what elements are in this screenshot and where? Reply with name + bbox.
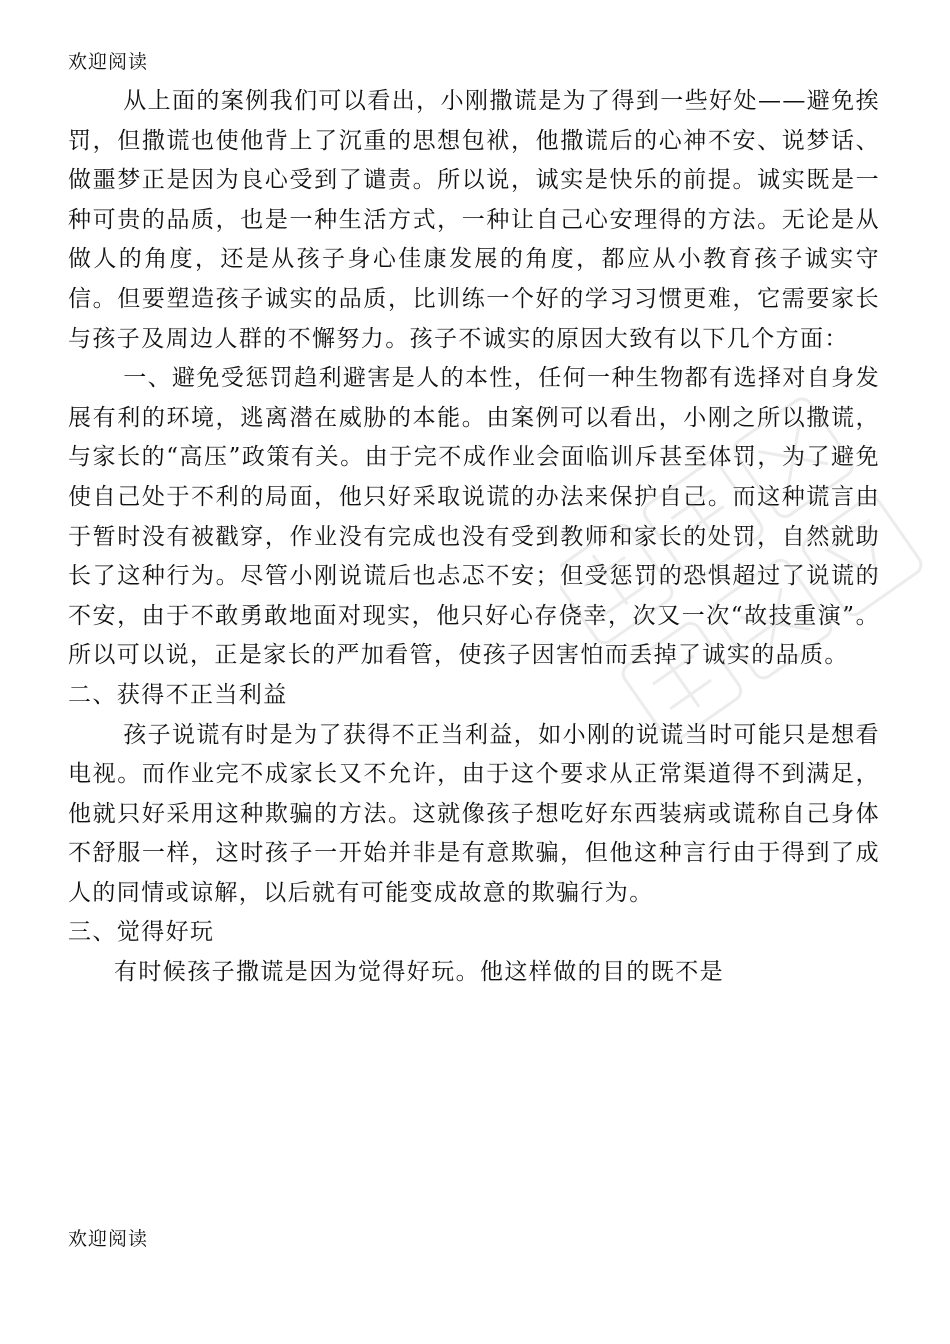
paragraph-1: 从上面的案例我们可以看出，小刚撒谎是为了得到一些好处——避免挨罚，但撒谎也使他背上了沉重的思想包袱，他撒谎后的心神不安、说梦话、做噩梦正是因为良心受到了谴责。所以说，诚实是快乐的前提。诚实既是一种可贵的品质，也是一种生活方式，一种让自己心安理得的方法。无论是从做人的角度，还是从孩子身心佳康发展的角度，都应从小教育孩子诚实守信。但要塑造孩子诚实的品质，比训练一个好的学习习惯更难，它需要家长与孩子及周边人群的不懈努力。孩子不诚实的原因大致有以下几个方面： bbox=[68, 88, 880, 352]
paragraph-2: 一、避免受惩罚趋利避害是人的本性，任何一种生物都有选择对自身发展有利的环境，逃离潜在威胁的本能。由案例可以看出，小刚之所以撒谎，与家长的“高压”政策有关。由于完不成作业会面临训斥甚至体罚，为了避免使自己处于不利的局面，他只好采取说谎的办法来保护自己。而这种谎言由于暂时没有被戳穿，作业没有完成也没有受到教师和家长的处罚，自然就助长了这种行为。尽管小刚说谎后也忐忑不安；但受惩罚的恐惧超过了说谎的不安，由于不敢勇敢地面对现实，他只好心存侥幸，次又一次“故技重演”。所以可以说，正是家长的严加看管，使孩子因害怕而丢掉了诚实的品质。 bbox=[68, 365, 880, 669]
page-footer: 欢迎阅读 bbox=[68, 1228, 149, 1250]
paragraph-4: 有时候孩子撒谎是因为觉得好玩。他这样做的目的既不是 bbox=[114, 959, 724, 986]
section-heading-2: 二、获得不正当利益 bbox=[68, 681, 288, 708]
document-body bbox=[68, 82, 880, 993]
page-header: 欢迎阅读 bbox=[68, 51, 149, 73]
paragraph-3: 孩子说谎有时是为了获得不正当利益，如小刚的说谎当时可能只是想看电视。而作业完不成家长又不允许，由于这个要求从正常渠道得不到满足，他就只好采用这种欺骗的方法。这就像孩子想吃好东西装病或谎称自己身体不舒服一样，这时孩子一开始并非是有意欺骗，但他这种言行由于得到了成人的同情或谅解，以后就有可能变成故意的欺骗行为。 bbox=[68, 721, 880, 906]
section-heading-3: 三、觉得好玩 bbox=[68, 919, 215, 946]
